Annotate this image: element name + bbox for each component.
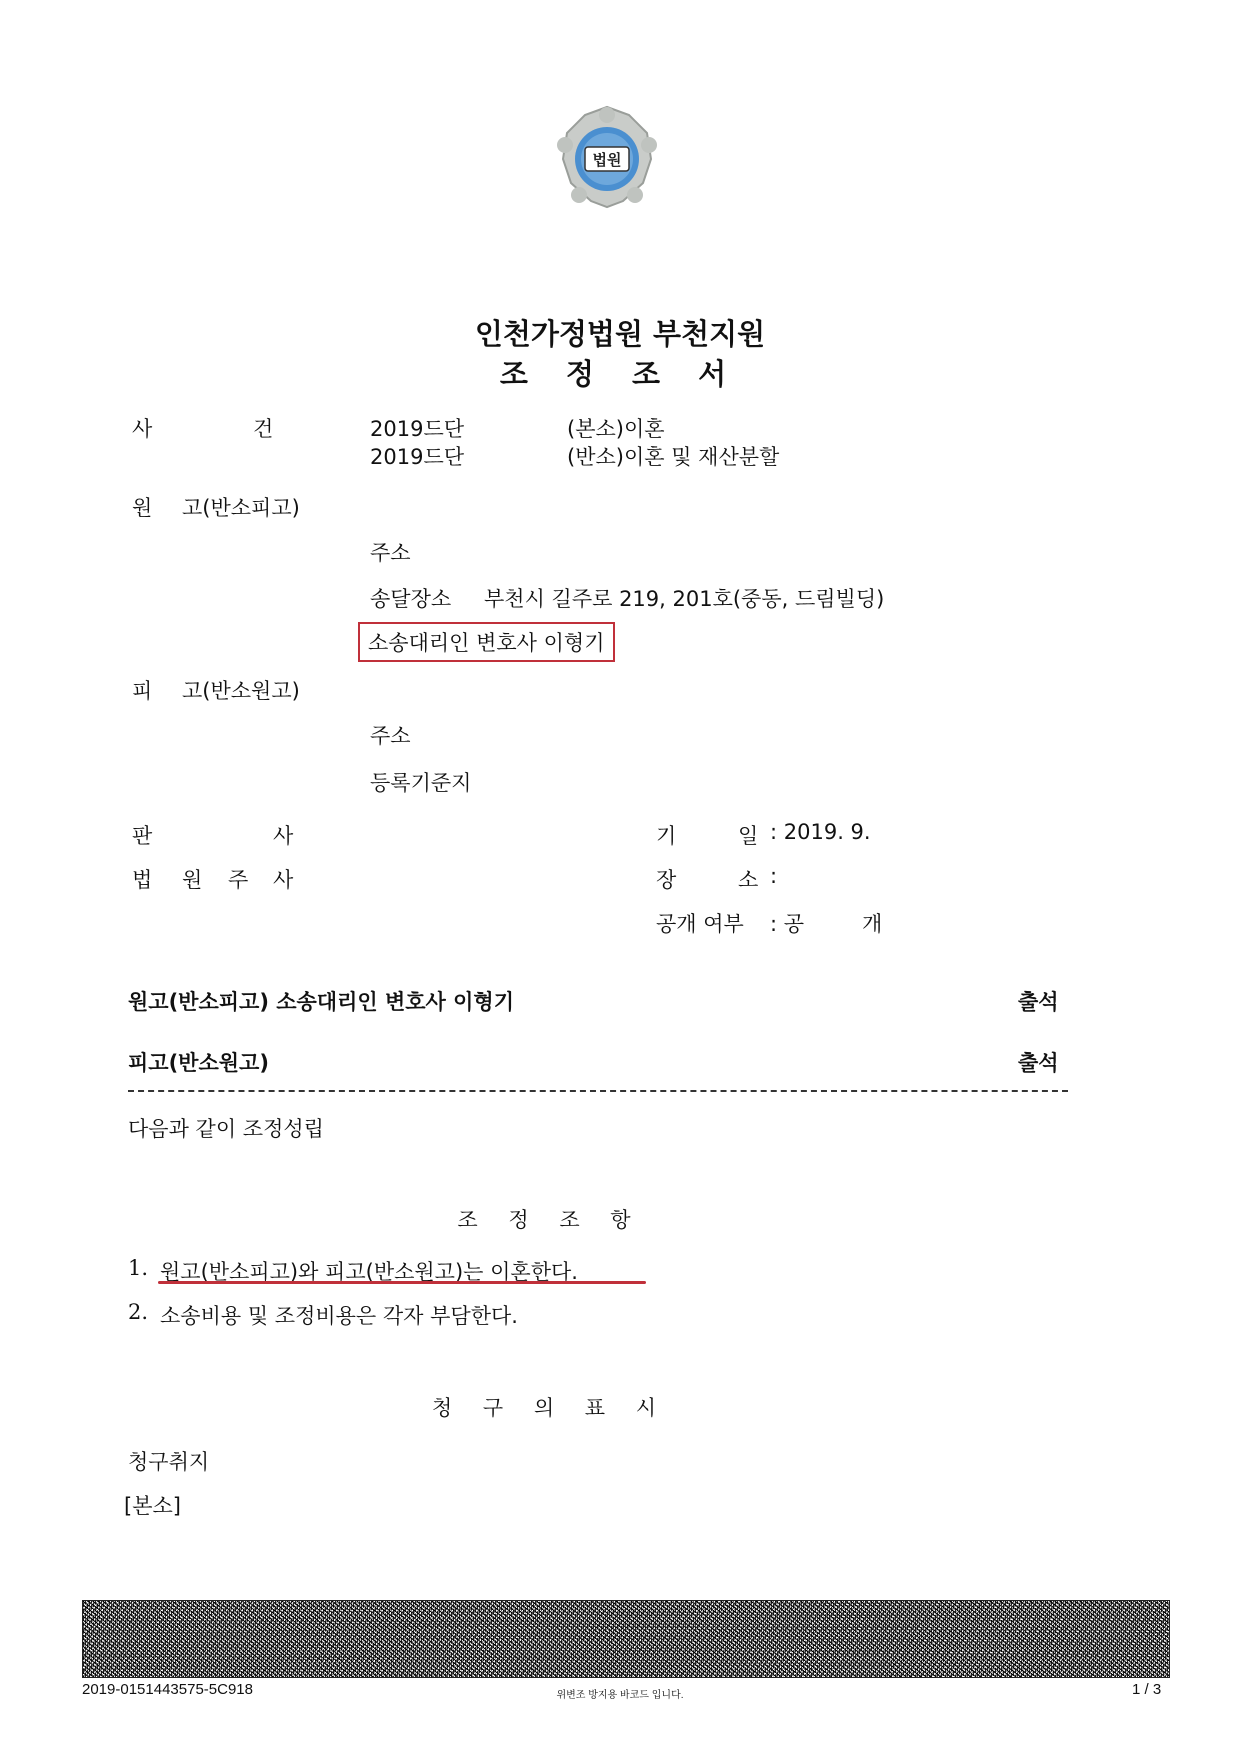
- plaintiff-label-won: 원: [132, 496, 153, 520]
- attendance-party-2: 피고(반소원고): [128, 1051, 269, 1075]
- term-1-underline: [158, 1281, 646, 1284]
- plaintiff-address-label: 주소: [370, 541, 411, 565]
- case-number-2: 2019드단: [370, 445, 465, 469]
- court-name: 인천가정법원 부천지원: [474, 317, 766, 351]
- plaintiff-delivery-address: 부천시 길주로 219, 201호(중동, 드림빌딩): [484, 587, 885, 611]
- anti-forgery-barcode: [82, 1600, 1170, 1678]
- clerk-label-4: 사: [273, 868, 294, 892]
- attendance-status-2: 출석: [1018, 1051, 1059, 1075]
- judge-label-b: 사: [273, 824, 294, 848]
- term-1-number: 1.: [128, 1256, 149, 1280]
- session-date-value: : 2019. 9.: [770, 820, 871, 844]
- case-name-1: (본소)이혼: [567, 417, 665, 441]
- clerk-label-1: 법: [132, 868, 153, 892]
- judge-label-a: 판: [132, 824, 153, 848]
- terms-heading: 조 정 조 항: [457, 1208, 643, 1232]
- term-2-text: 소송비용 및 조정비용은 각자 부담한다.: [160, 1304, 518, 1328]
- attendance-party-1: 원고(반소피고) 소송대리인 변호사 이형기: [128, 990, 514, 1014]
- session-public-label: 공개 여부: [656, 912, 744, 936]
- session-place-label-a: 장: [656, 868, 677, 892]
- page-number: 1 / 3: [1132, 1681, 1162, 1698]
- mediation-note: 다음과 같이 조정성립: [128, 1117, 324, 1141]
- case-label-sa: 사: [132, 417, 153, 441]
- claim-purpose-label: 청구취지: [128, 1450, 210, 1474]
- term-1-text: 원고(반소피고)와 피고(반소원고)는 이혼한다.: [160, 1260, 578, 1284]
- defendant-label-pi: 피: [132, 679, 153, 703]
- claim-heading: 청 구 의 표 시: [431, 1396, 669, 1420]
- case-name-2: (반소)이혼 및 재산분할: [567, 445, 780, 469]
- defendant-registry-label: 등록기준지: [370, 771, 472, 795]
- session-place-label-b: 소: [738, 868, 759, 892]
- term-2-number: 2.: [128, 1300, 149, 1324]
- document-id: 2019-0151443575-5C918: [82, 1681, 253, 1698]
- defendant-address-label: 주소: [370, 724, 411, 748]
- claim-main-label: [본소]: [124, 1494, 181, 1518]
- seal-text: 법원: [592, 151, 622, 169]
- session-public-value-a: : 공: [770, 912, 805, 936]
- session-public-value-b: 개: [862, 912, 883, 936]
- plaintiff-label: 고(반소피고): [182, 496, 300, 520]
- session-place-value: :: [770, 864, 778, 888]
- attendance-status-1: 출석: [1018, 990, 1059, 1014]
- session-date-label-b: 일: [738, 824, 759, 848]
- court-seal-logo: [551, 103, 663, 213]
- plaintiff-delivery-label: 송달장소: [370, 587, 452, 611]
- attendance-divider: [128, 1090, 1068, 1092]
- clerk-label-2: 원: [182, 868, 203, 892]
- barcode-notice: 위변조 방지용 바코드 입니다.: [556, 1690, 684, 1701]
- case-number-1: 2019드단: [370, 417, 465, 441]
- session-date-label-a: 기: [656, 824, 677, 848]
- plaintiff-counsel-box: 소송대리인 변호사 이형기: [358, 622, 615, 662]
- defendant-label: 고(반소원고): [182, 679, 300, 703]
- case-label-geon: 건: [253, 417, 274, 441]
- document-title: 조 정 조 서: [499, 357, 741, 391]
- clerk-label-3: 주: [228, 868, 249, 892]
